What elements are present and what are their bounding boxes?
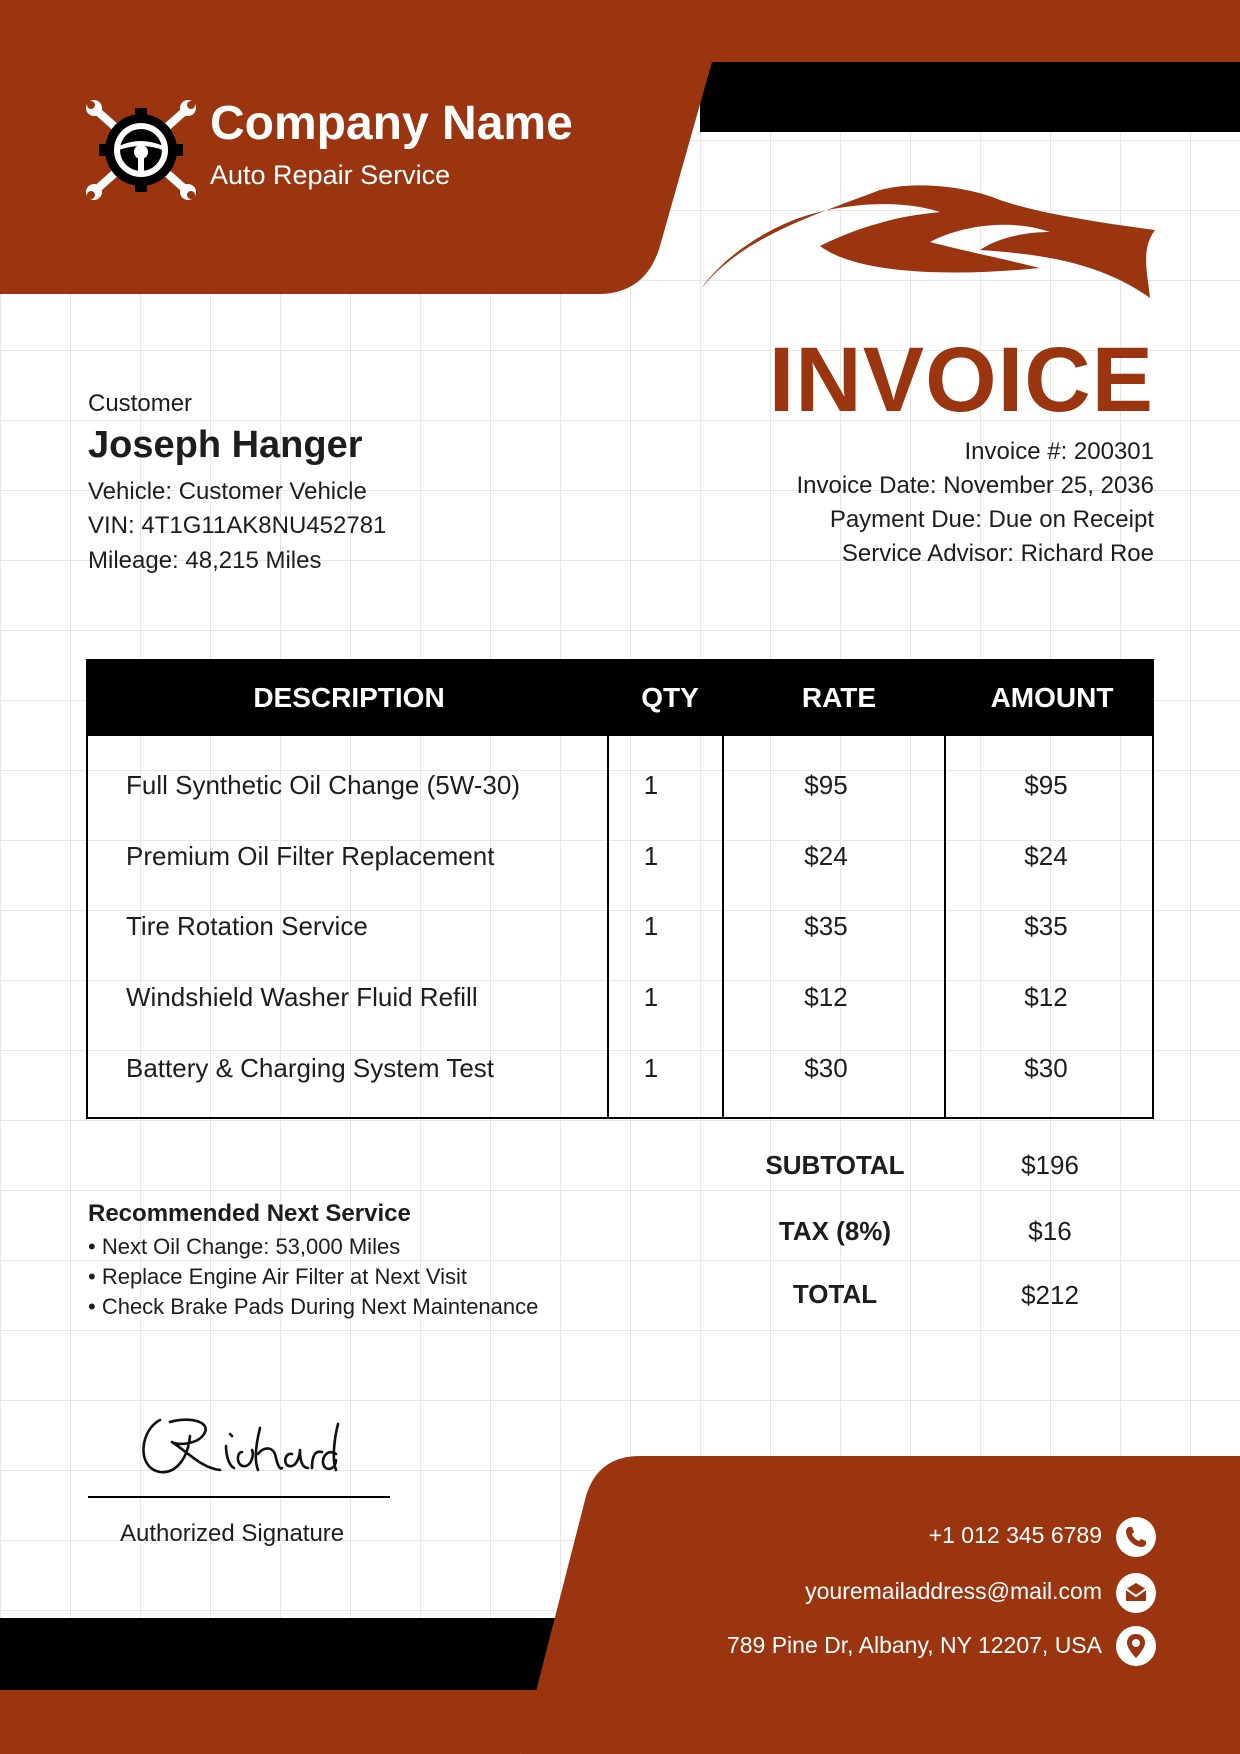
total-value: $212 [1021,1280,1079,1310]
row-description: Tire Rotation Service [126,911,368,941]
phone-icon [1116,1517,1156,1557]
row-qty: 1 [643,770,659,800]
row-qty: 1 [643,1053,659,1083]
steering-wheel-gear-wrench-icon [86,100,196,200]
row-amount: $12 [1024,982,1068,1012]
subtotal-value: $196 [1021,1150,1079,1180]
table-header [86,659,1154,736]
row-description: Windshield Washer Fluid Refill [126,982,478,1012]
header-qty: QTY [641,682,699,713]
table-row [86,977,1154,1017]
payment-due: Payment Due: Due on Receipt [829,506,1154,533]
location-pin-icon [1116,1626,1156,1666]
total-label: TOTAL [792,1279,878,1309]
recommendation-item: • Check Brake Pads During Next Maintenance [88,1294,539,1319]
footer-black-band [0,1618,560,1690]
row-amount: $95 [1024,770,1068,800]
recommendation-item: • Next Oil Change: 53,000 Miles [88,1234,401,1259]
recommendation-item: • Replace Engine Air Filter at Next Visit [88,1264,468,1289]
company-name: Company Name [210,97,573,150]
customer-vehicle: Vehicle: Customer Vehicle [88,478,367,505]
row-amount: $30 [1024,1053,1068,1083]
row-rate: $30 [804,1053,848,1083]
tax-label: TAX (8%) [778,1216,892,1246]
header-amount: AMOUNT [990,682,1114,713]
contact-address: 789 Pine Dr, Albany, NY 12207, USA [726,1632,1102,1658]
header-description: DESCRIPTION [253,682,445,713]
service-advisor: Service Advisor: Richard Roe [841,540,1154,567]
table-row [86,906,1154,946]
customer-vin: VIN: 4T1G11AK8NU452781 [88,512,387,539]
row-rate: $95 [804,770,848,800]
recommendations-title: Recommended Next Service [88,1200,411,1227]
row-description: Premium Oil Filter Replacement [126,841,495,871]
row-qty: 1 [643,982,659,1012]
table-row [86,1048,1154,1088]
car-silhouette-icon [700,185,1155,298]
contact-phone: +1 012 345 6789 [928,1522,1102,1548]
row-qty: 1 [643,911,659,941]
subtotal-label: SUBTOTAL [765,1150,905,1180]
table-row [86,836,1154,876]
row-rate: $12 [804,982,848,1012]
table-row [86,765,1154,805]
signature-image [130,1410,350,1490]
row-description: Battery & Charging System Test [126,1053,495,1083]
invoice-date: Invoice Date: November 25, 2036 [796,472,1154,499]
signature-label: Authorized Signature [120,1520,345,1547]
header-black-band [700,62,1240,132]
header-rate: RATE [801,682,877,713]
row-description: Full Synthetic Oil Change (5W-30) [126,770,521,800]
row-amount: $24 [1024,841,1068,871]
envelope-icon [1116,1573,1156,1613]
invoice-title: INVOICE [768,329,1154,431]
row-rate: $35 [804,911,848,941]
footer-brown-strip [0,1690,540,1754]
signature-line [88,1496,390,1498]
customer-label: Customer [88,390,193,417]
row-rate: $24 [804,841,848,871]
contact-email: youremailaddress@mail.com [805,1578,1102,1604]
tax-value: $16 [1028,1216,1072,1246]
customer-mileage: Mileage: 48,215 Miles [88,547,322,574]
row-qty: 1 [643,841,659,871]
customer-name: Joseph Hanger [88,424,363,466]
row-amount: $35 [1024,911,1068,941]
invoice-number: Invoice #: 200301 [964,438,1154,465]
company-tagline: Auto Repair Service [210,160,451,190]
invoice-items-table [86,659,1154,1119]
